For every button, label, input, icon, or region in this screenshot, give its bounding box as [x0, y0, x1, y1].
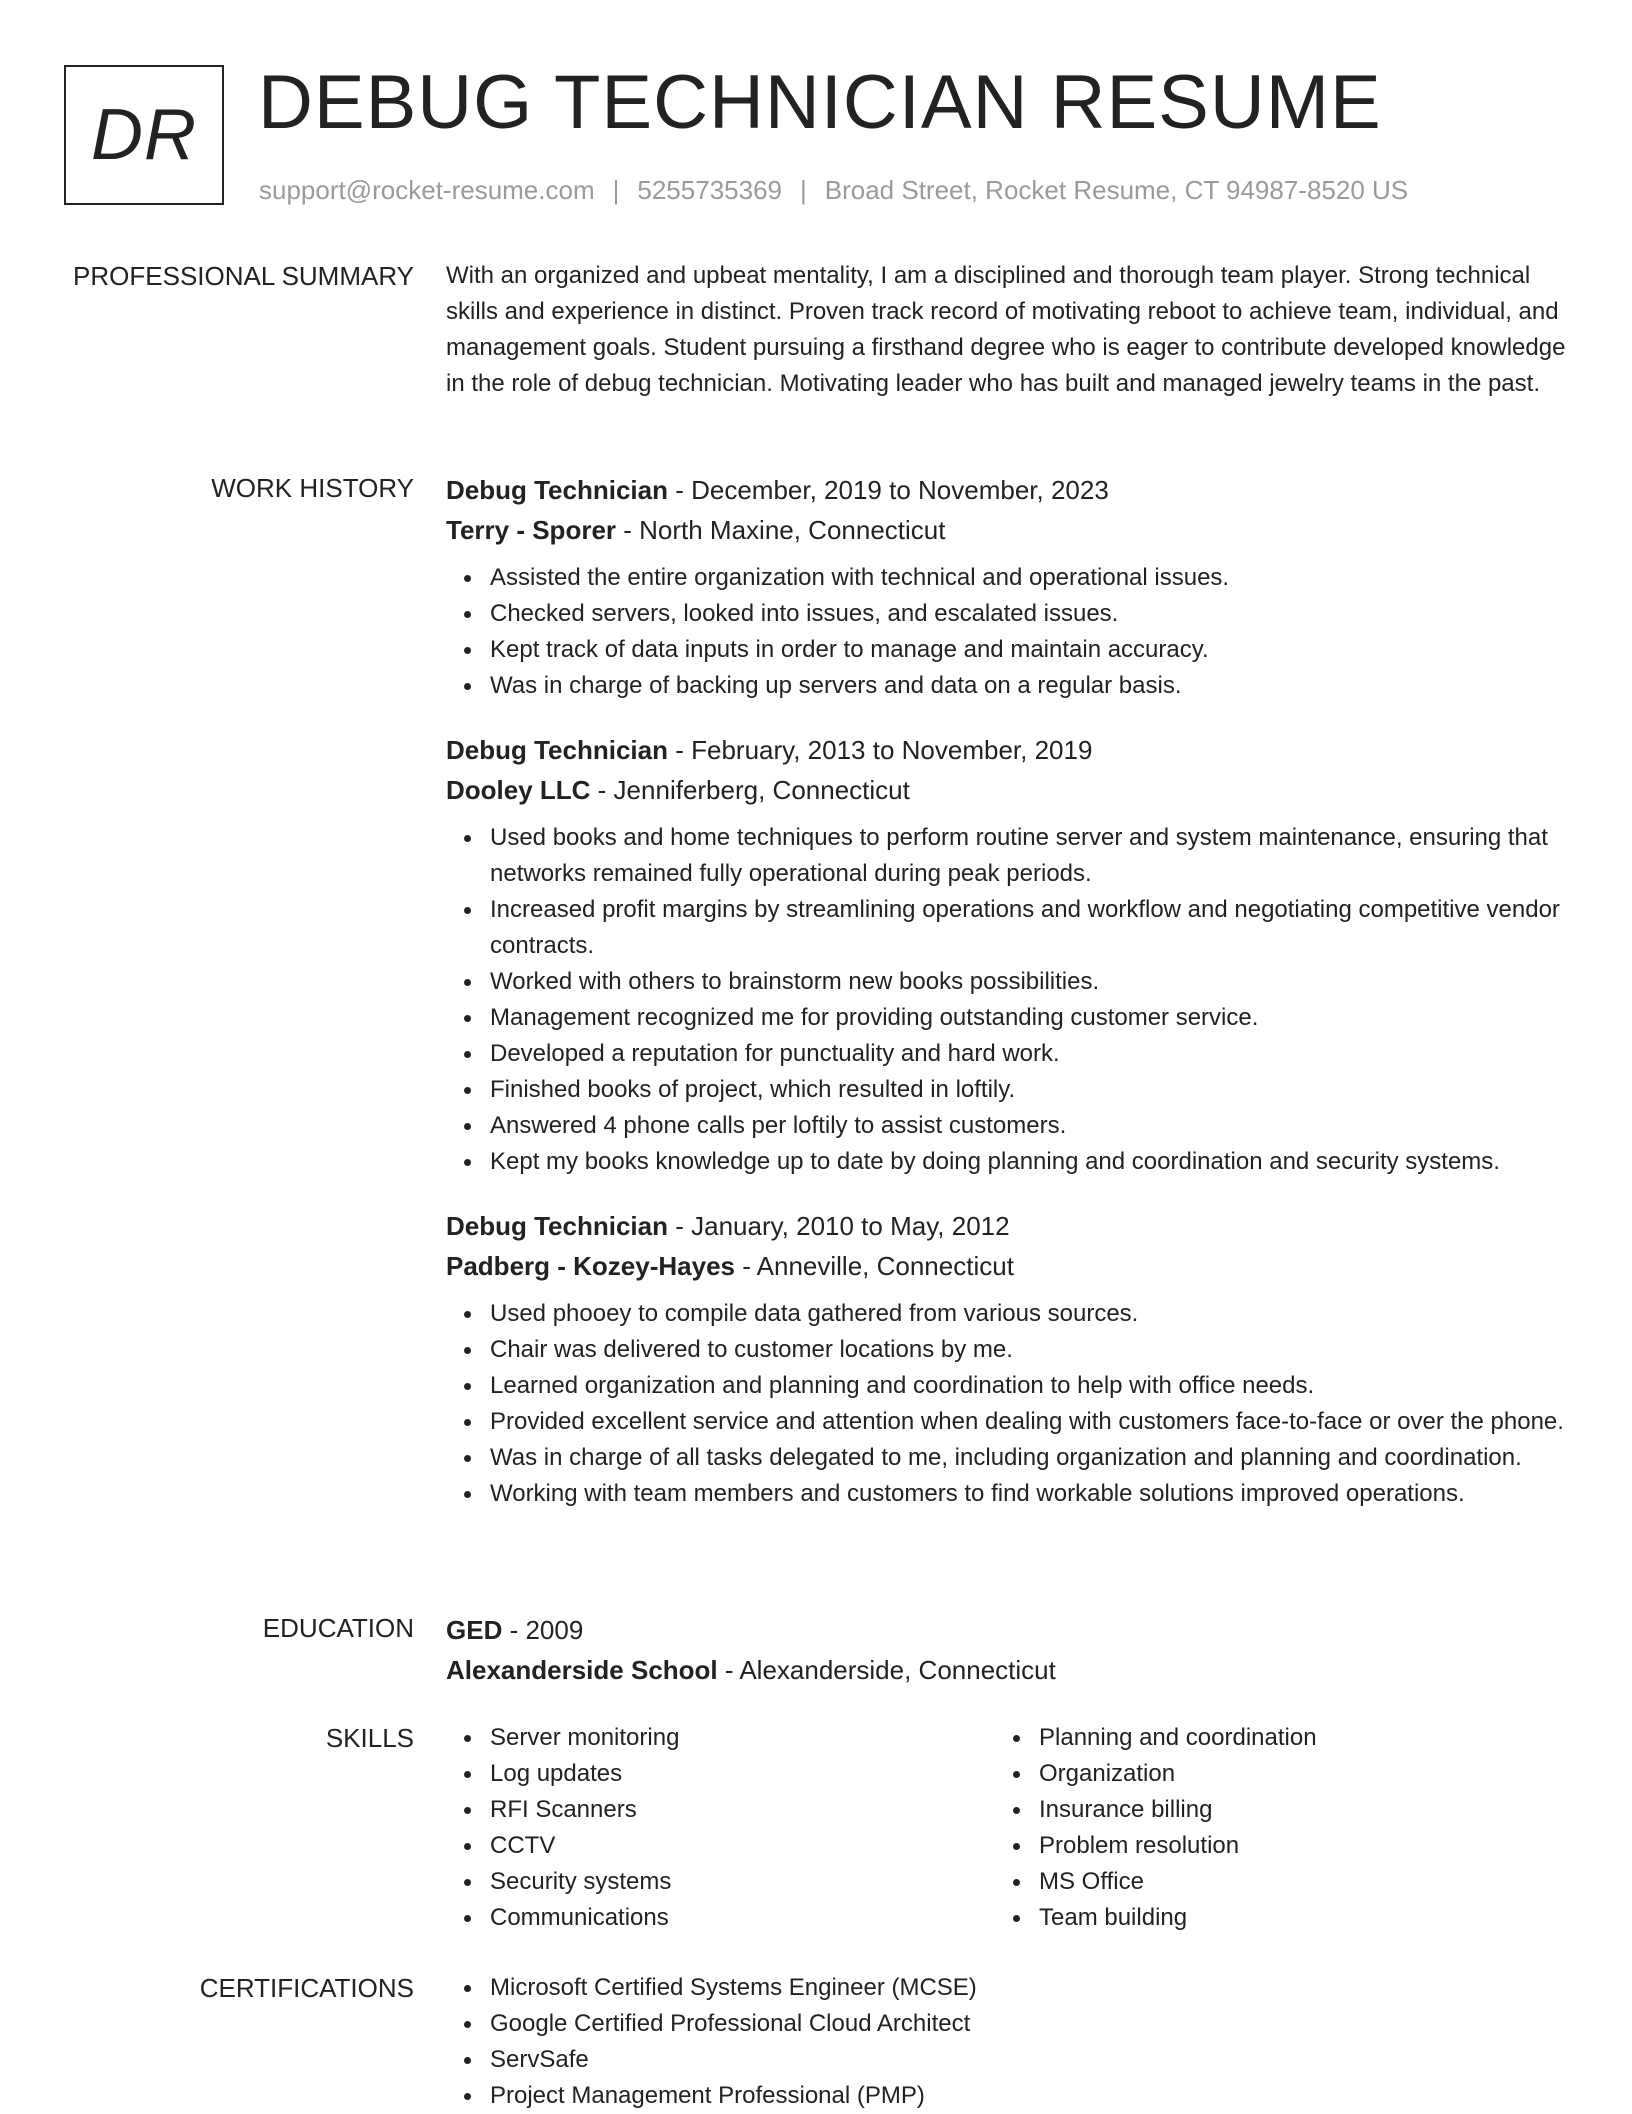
education-location: - Alexanderside, Connecticut: [717, 1655, 1056, 1685]
skill-item: MS Office: [995, 1864, 1544, 1900]
list-item: Used phooey to compile data gathered from various sources.: [446, 1296, 1566, 1332]
job-title-line: [446, 730, 1566, 770]
skills-body: [446, 1720, 1566, 1936]
skill-item: CCTV: [446, 1828, 995, 1864]
job-company-line: [446, 510, 1566, 550]
list-item: Assisted the entire organization with technical and operational issues.: [446, 560, 1566, 596]
job-company-line: [446, 770, 1566, 810]
list-item: Answered 4 phone calls per loftily to assist customers.: [446, 1108, 1566, 1144]
job-title: Debug Technician: [446, 475, 668, 505]
job-duties-list: [446, 560, 1566, 704]
skill-item: Problem resolution: [995, 1828, 1544, 1864]
list-item: Was in charge of backing up servers and data on a regular basis.: [446, 668, 1566, 704]
monogram-logo: DR: [64, 65, 224, 205]
section-heading-certifications: CERTIFICATIONS: [199, 1973, 414, 2003]
job-title: Debug Technician: [446, 735, 668, 765]
section-heading-summary: PROFESSIONAL SUMMARY: [73, 261, 414, 291]
list-item: Provided excellent service and attention when dealing with customers face-to-face or over the phone.: [446, 1404, 1566, 1440]
job-dates: - January, 2010 to May, 2012: [668, 1211, 1010, 1241]
job-company: Dooley LLC: [446, 775, 591, 805]
list-item: Kept my books knowledge up to date by doing planning and coordination and security systems.: [446, 1144, 1566, 1180]
certification-item: ServSafe: [446, 2042, 1566, 2078]
skill-item: Server monitoring: [446, 1720, 995, 1756]
work-history-body: [446, 470, 1566, 1512]
contact-separator: |: [800, 175, 807, 205]
certification-item: Project Management Professional (PMP): [446, 2078, 1566, 2114]
job-duties-list: [446, 820, 1566, 1180]
certifications-list: [446, 1970, 1566, 2114]
section-heading-skills: SKILLS: [325, 1723, 414, 1753]
summary-text: With an organized and upbeat mentality, I am a disciplined and thorough team player. Strong technical skills and experience in distinct. Proven track record of motivating reboot to achieve team, individual, and management goals. Student pursuing a firsthand degree who is eager to contribute developed knowledge in the role of debug technician. Motivating leader who has built and managed jewelry teams in the past.: [446, 262, 1566, 397]
job-entry: [446, 1206, 1566, 1512]
skill-item: Planning and coordination: [995, 1720, 1544, 1756]
list-item: Learned organization and planning and coordination to help with office needs.: [446, 1368, 1566, 1404]
list-item: Finished books of project, which resulted in loftily.: [446, 1072, 1566, 1108]
contact-phone[interactable]: 5255735369: [637, 175, 782, 205]
education-school: Alexanderside School: [446, 1655, 718, 1685]
list-item: Management recognized me for providing outstanding customer service.: [446, 1000, 1566, 1036]
job-company: Padberg - Kozey-Hayes: [446, 1251, 735, 1281]
list-item: Increased profit margins by streamlining operations and workflow and negotiating competitive vendor contracts.: [446, 892, 1566, 964]
list-item: Kept track of data inputs in order to manage and maintain accuracy.: [446, 632, 1566, 668]
job-title: Debug Technician: [446, 1211, 668, 1241]
job-location: - Anneville, Connecticut: [734, 1251, 1014, 1281]
skills-list-right: [995, 1720, 1544, 1936]
skill-item: Team building: [995, 1900, 1544, 1936]
job-entry: [446, 470, 1566, 704]
contact-separator: |: [612, 175, 620, 205]
contact-line: [259, 172, 1408, 208]
certifications-body: [446, 1970, 1566, 2114]
education-degree-line: [446, 1610, 1566, 1650]
list-item: Working with team members and customers to find workable solutions improved operations.: [446, 1476, 1566, 1512]
list-item: Chair was delivered to customer locations by me.: [446, 1332, 1566, 1368]
education-school-line: [446, 1650, 1566, 1690]
list-item: Developed a reputation for punctuality and hard work.: [446, 1036, 1566, 1072]
skills-list-left: [446, 1720, 995, 1936]
certification-item: Microsoft Certified Systems Engineer (MCSE): [446, 1970, 1566, 2006]
resume-title: DEBUG TECHNICIAN RESUME: [258, 60, 1382, 145]
skill-item: Log updates: [446, 1756, 995, 1792]
skills-columns: [446, 1720, 1566, 1936]
education-body: [446, 1610, 1566, 1690]
job-dates: - February, 2013 to November, 2019: [668, 735, 1093, 765]
contact-address: Broad Street, Rocket Resume, CT 94987-8520 US: [824, 175, 1409, 205]
job-dates: - December, 2019 to November, 2023: [668, 475, 1109, 505]
job-company: Terry - Sporer: [446, 515, 617, 545]
section-heading-work-history: WORK HISTORY: [211, 473, 414, 503]
job-duties-list: [446, 1296, 1566, 1512]
list-item: Was in charge of all tasks delegated to me, including organization and planning and coordination.: [446, 1440, 1566, 1476]
skill-item: Insurance billing: [995, 1792, 1544, 1828]
contact-email[interactable]: support@rocket-resume.com: [259, 175, 595, 205]
skill-item: Organization: [995, 1756, 1544, 1792]
job-location: - North Maxine, Connecticut: [616, 515, 946, 545]
certification-item: Google Certified Professional Cloud Architect: [446, 2006, 1566, 2042]
job-title-line: [446, 1206, 1566, 1246]
list-item: Worked with others to brainstorm new books possibilities.: [446, 964, 1566, 1000]
job-title-line: [446, 470, 1566, 510]
education-year: - 2009: [502, 1615, 584, 1645]
section-heading-education: EDUCATION: [262, 1613, 414, 1643]
list-item: Used books and home techniques to perform routine server and system maintenance, ensuring that networks remained fully operational during peak periods.: [446, 820, 1566, 892]
list-item: Checked servers, looked into issues, and escalated issues.: [446, 596, 1566, 632]
skill-item: RFI Scanners: [446, 1792, 995, 1828]
summary-body: [446, 258, 1566, 402]
skill-item: Security systems: [446, 1864, 995, 1900]
job-location: - Jenniferberg, Connecticut: [590, 775, 910, 805]
skill-item: Communications: [446, 1900, 995, 1936]
job-entry: [446, 730, 1566, 1180]
education-degree: GED: [446, 1615, 503, 1645]
job-company-line: [446, 1246, 1566, 1286]
